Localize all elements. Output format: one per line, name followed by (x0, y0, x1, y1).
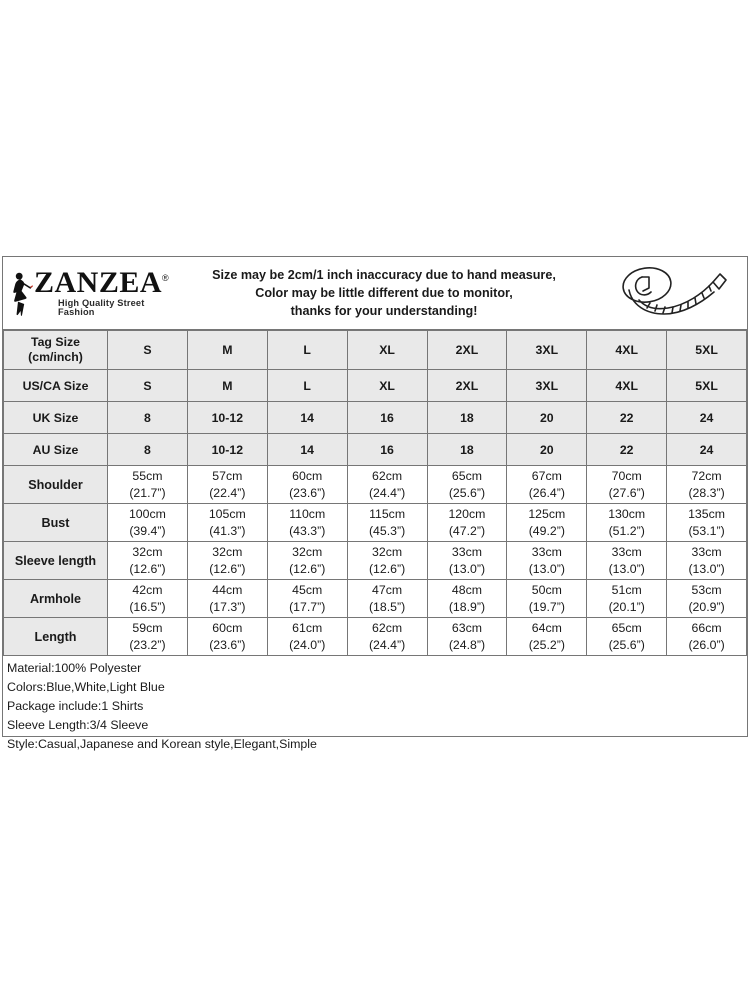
registered-trademark-icon: ® (162, 273, 170, 284)
table-row-tag-size (4, 331, 747, 370)
table-row-au-size (4, 434, 747, 466)
cell-bust-2xl: 120cm (47.2”) (427, 504, 507, 542)
measuring-tape-icon (616, 264, 728, 322)
cell-uk-m: 10-12 (187, 402, 267, 434)
brand-tagline: High Quality Street Fashion (58, 297, 145, 317)
cell-us-ca-4xl: 4XL (587, 370, 667, 402)
cell-tag-size-m: M (187, 331, 267, 370)
cell-length-m: 60cm (23.6”) (187, 618, 267, 656)
cell-armhole-4xl: 51cm (20.1”) (587, 580, 667, 618)
cell-length-2xl: 63cm (24.8”) (427, 618, 507, 656)
cell-uk-4xl: 22 (587, 402, 667, 434)
cell-us-ca-xl: XL (347, 370, 427, 402)
table-row-bust (4, 504, 747, 542)
cell-shoulder-xl: 62cm (24.4”) (347, 466, 427, 504)
cell-au-5xl: 24 (667, 434, 747, 466)
cell-tag-size-5xl: 5XL (667, 331, 747, 370)
cell-us-ca-s: S (108, 370, 188, 402)
description-material: Material:100% Polyester (7, 661, 142, 675)
cell-armhole-s: 42cm (16.5”) (108, 580, 188, 618)
row-label-bust: Bust (4, 504, 108, 542)
cell-tag-size-2xl: 2XL (427, 331, 507, 370)
cell-length-3xl: 64cm (25.2”) (507, 618, 587, 656)
cell-sleeve-length-3xl: 33cm (13.0”) (507, 542, 587, 580)
cell-uk-3xl: 20 (507, 402, 587, 434)
cell-tag-size-4xl: 4XL (587, 331, 667, 370)
cell-au-m: 10-12 (187, 434, 267, 466)
cell-shoulder-3xl: 67cm (26.4”) (507, 466, 587, 504)
row-label-length: Length (4, 618, 108, 656)
cell-tag-size-xl: XL (347, 331, 427, 370)
cell-tag-size-3xl: 3XL (507, 331, 587, 370)
description-style: Style:Casual,Japanese and Korean style,Elegant,Simple (7, 736, 317, 751)
notice-line-3: thanks for your understanding! (290, 304, 478, 319)
row-label-line-1: Tag Size (31, 334, 80, 349)
cell-sleeve-length-2xl: 33cm (13.0”) (427, 542, 507, 580)
row-label-us-ca-size: US/CA Size (4, 370, 108, 402)
cell-bust-4xl: 130cm (51.2”) (587, 504, 667, 542)
cell-au-2xl: 18 (427, 434, 507, 466)
notice-line-2: Color may be little different due to monitor, (255, 285, 513, 300)
cell-uk-xl: 16 (347, 402, 427, 434)
cell-shoulder-l: 60cm (23.6”) (267, 466, 347, 504)
table-row-uk-size (4, 402, 747, 434)
cell-shoulder-2xl: 65cm (25.6”) (427, 466, 507, 504)
cell-au-xl: 16 (347, 434, 427, 466)
cell-bust-5xl: 135cm (53.1”) (667, 504, 747, 542)
cell-uk-5xl: 24 (667, 402, 747, 434)
cell-armhole-2xl: 48cm (18.9”) (427, 580, 507, 618)
cell-sleeve-length-4xl: 33cm (13.0”) (587, 542, 667, 580)
cell-au-s: 8 (108, 434, 188, 466)
description-package: Package include:1 Shirts (7, 698, 144, 713)
size-notice (171, 266, 597, 321)
cell-shoulder-5xl: 72cm (28.3”) (667, 466, 747, 504)
cell-sleeve-length-m: 32cm (12.6”) (187, 542, 267, 580)
notice-line-1: Size may be 2cm/1 inch inaccuracy due to hand measure, (212, 267, 556, 282)
row-label-sleeve-length: Sleeve length (4, 542, 108, 580)
row-label-line-2: (cm/inch) (28, 350, 83, 364)
cell-tag-size-l: L (267, 331, 347, 370)
description-sleeve-length: Sleeve Length:3/4 Sleeve (7, 717, 149, 732)
cell-length-s: 59cm (23.2”) (108, 618, 188, 656)
cell-length-5xl: 66cm (26.0”) (667, 618, 747, 656)
brand-logo (3, 266, 171, 317)
cell-bust-3xl: 125cm (49.2”) (507, 504, 587, 542)
cell-armhole-m: 44cm (17.3”) (187, 580, 267, 618)
cell-bust-l: 110cm (43.3”) (267, 504, 347, 542)
cell-armhole-l: 45cm (17.7”) (267, 580, 347, 618)
size-chart (2, 256, 748, 751)
row-label-tag-size (4, 331, 108, 370)
table-row-sleeve-length (4, 542, 747, 580)
cell-us-ca-l: L (267, 370, 347, 402)
description-colors: Colors:Blue,White,Light Blue (7, 679, 165, 694)
size-table-body (4, 331, 747, 656)
cell-length-4xl: 65cm (25.6”) (587, 618, 667, 656)
cell-au-4xl: 22 (587, 434, 667, 466)
cell-us-ca-m: M (187, 370, 267, 402)
table-row-length (4, 618, 747, 656)
cell-length-xl: 62cm (24.4”) (347, 618, 427, 656)
chart-banner (3, 257, 747, 330)
cell-bust-s: 100cm (39.4”) (108, 504, 188, 542)
table-row-armhole (4, 580, 747, 618)
cell-shoulder-s: 55cm (21.7”) (108, 466, 188, 504)
cell-uk-2xl: 18 (427, 402, 507, 434)
cell-au-l: 14 (267, 434, 347, 466)
cell-bust-xl: 115cm (45.3”) (347, 504, 427, 542)
cell-tag-size-s: S (108, 331, 188, 370)
table-row-us-ca-size (4, 370, 747, 402)
cell-armhole-5xl: 53cm (20.9”) (667, 580, 747, 618)
cell-length-l: 61cm (24.0”) (267, 618, 347, 656)
cell-au-3xl: 20 (507, 434, 587, 466)
cell-sleeve-length-xl: 32cm (12.6”) (347, 542, 427, 580)
table-row-shoulder (4, 466, 747, 504)
cell-sleeve-length-s: 32cm (12.6”) (108, 542, 188, 580)
cell-us-ca-3xl: 3XL (507, 370, 587, 402)
cell-armhole-xl: 47cm (18.5”) (347, 580, 427, 618)
cell-bust-m: 105cm (41.3”) (187, 504, 267, 542)
product-description (3, 656, 747, 754)
cell-us-ca-5xl: 5XL (667, 370, 747, 402)
cell-uk-l: 14 (267, 402, 347, 434)
cell-shoulder-m: 57cm (22.4”) (187, 466, 267, 504)
row-label-au-size: AU Size (4, 434, 108, 466)
row-label-uk-size: UK Size (4, 402, 108, 434)
cell-us-ca-2xl: 2XL (427, 370, 507, 402)
cell-armhole-3xl: 50cm (19.7”) (507, 580, 587, 618)
tape-icon-container (597, 264, 747, 322)
woman-silhouette-icon (7, 271, 33, 317)
cell-sleeve-length-l: 32cm (12.6”) (267, 542, 347, 580)
cell-sleeve-length-5xl: 33cm (13.0”) (667, 542, 747, 580)
row-label-armhole: Armhole (4, 580, 108, 618)
cell-shoulder-4xl: 70cm (27.6”) (587, 466, 667, 504)
cell-uk-s: 8 (108, 402, 188, 434)
row-label-shoulder: Shoulder (4, 466, 108, 504)
brand-name: ZANZEA® (34, 266, 170, 300)
size-table (3, 330, 747, 656)
